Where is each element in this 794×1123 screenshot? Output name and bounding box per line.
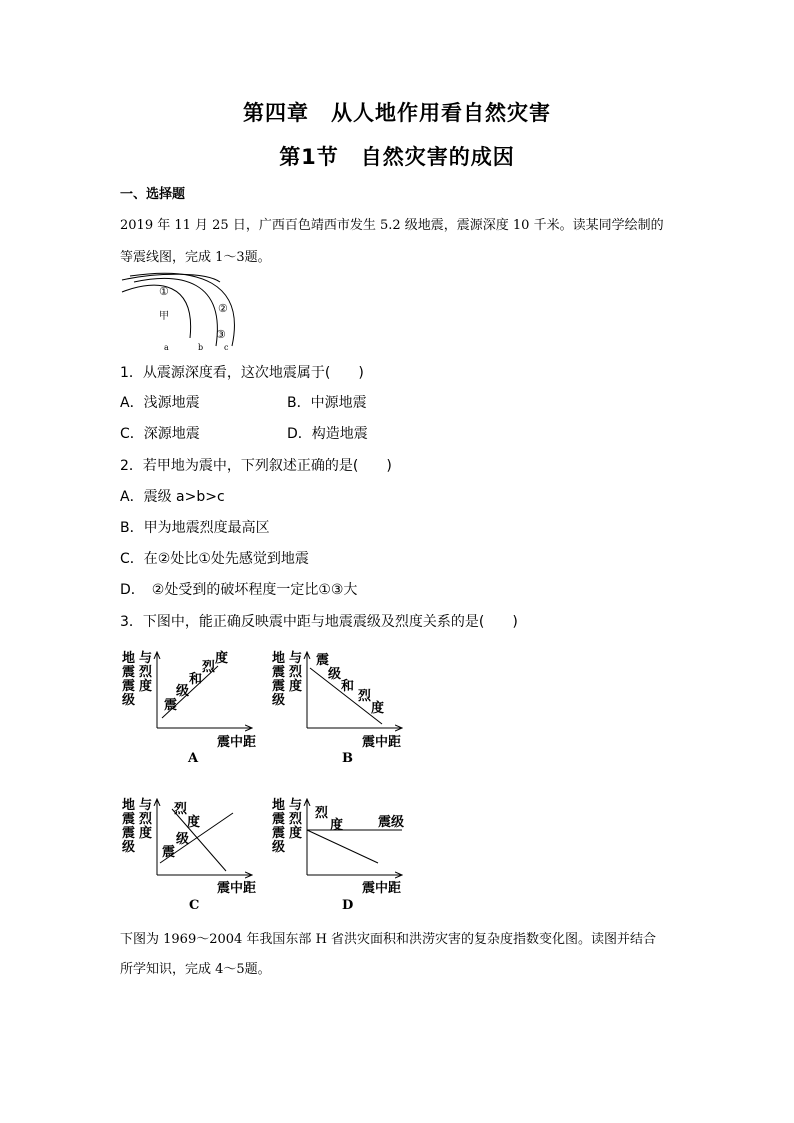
line-char-5: 度 — [215, 651, 229, 666]
section-title: 第1节 自然灾害的成因 — [279, 145, 515, 169]
question-2-stem: 2．若甲地为震中，下列叙述正确的是( ) — [120, 458, 392, 474]
magnitude-label: 震级 — [378, 815, 405, 830]
label-a: a — [164, 343, 169, 352]
line-char-3: 和 — [341, 679, 355, 694]
isoseismal-line-a — [122, 285, 191, 338]
label-circle3: ③ — [216, 328, 226, 341]
q2-option-b[interactable]: B．甲为地震烈度最高区 — [120, 520, 270, 536]
label-circle2: ② — [218, 302, 228, 315]
q1-option-c[interactable]: C．深源地震 — [120, 426, 200, 442]
xlabel: 震中距 — [217, 881, 257, 896]
ylabel-col1-char3: 震 — [122, 679, 136, 694]
graph-d-caption: D — [342, 898, 354, 913]
ylabel-col1-char4: 级 — [122, 693, 136, 708]
ylabel-col2-char2: 烈 — [289, 665, 303, 680]
line-char-3: 和 — [189, 672, 203, 687]
ylabel-col1-char2: 震 — [122, 665, 136, 680]
xlabel: 震中距 — [217, 735, 257, 750]
ylabel-col1-char1: 地 — [122, 798, 136, 813]
ylabel-col1-char4: 级 — [122, 840, 136, 855]
passage2-line1: 下图为 1969～2004 年我国东部 H 省洪灾面积和洪涝灾害的复杂度指数变化图。读图并结合 — [120, 932, 657, 947]
q2-option-a[interactable]: A．震级 a>b>c — [120, 489, 225, 505]
label-circle1: ① — [159, 285, 169, 298]
question-3-stem: 3．下图中，能正确反映震中距与地震震级及烈度关系的是( ) — [120, 614, 518, 630]
label-epicenter: 甲 — [159, 311, 169, 322]
graph-c — [120, 793, 260, 915]
ylabel-col2-char3: 度 — [139, 679, 153, 694]
ylabel-col1-char3: 震 — [122, 826, 136, 841]
ylabel-col2-char3: 度 — [289, 679, 303, 694]
intensity-char-2: 度 — [330, 818, 344, 833]
graph-c-caption: C — [189, 898, 200, 913]
ylabel-col1-char4: 级 — [272, 693, 286, 708]
intensity-char-1: 烈 — [315, 806, 329, 821]
ylabel-col2-char3: 度 — [139, 826, 153, 841]
magnitude-char-1: 级 — [176, 832, 190, 847]
ylabel-col1-char3: 震 — [272, 679, 286, 694]
ylabel-col1-char2: 震 — [272, 812, 286, 827]
line-char-1: 震 — [164, 698, 178, 713]
chapter-title: 第四章 从人地作用看自然灾害 — [243, 101, 551, 125]
line-char-2: 级 — [328, 667, 342, 682]
q1-option-b[interactable]: B．中源地震 — [287, 395, 367, 411]
q1-option-a[interactable]: A．浅源地震 — [120, 395, 200, 411]
ylabel-col1-char1: 地 — [272, 651, 286, 666]
graph-b — [270, 646, 410, 766]
ylabel-col1-char3: 震 — [272, 826, 286, 841]
ylabel-col2-char1: 与 — [139, 651, 153, 666]
xlabel: 震中距 — [362, 881, 402, 896]
question-1-stem: 1．从震源深度看，这次地震属于( ) — [120, 365, 364, 381]
line-char-4: 烈 — [358, 689, 372, 704]
graph-a — [120, 646, 260, 766]
passage1-line1: 2019 年 11 月 25 日，广西百色靖西市发生 5.2 级地震，震源深度 10 千米。读某同学绘制的 — [120, 218, 664, 233]
ylabel-col2-char3: 度 — [289, 826, 303, 841]
passage2-line2: 所学知识，完成 4～5题。 — [120, 962, 271, 977]
intensity-line — [307, 830, 378, 863]
graph-a-caption: A — [188, 751, 199, 766]
label-c: c — [224, 343, 229, 352]
label-b: b — [198, 343, 204, 352]
ylabel-col1-char4: 级 — [272, 840, 286, 855]
section-heading: 一、选择题 — [120, 187, 186, 202]
ylabel-col2-char1: 与 — [139, 798, 153, 813]
magnitude-char-2: 震 — [162, 845, 176, 860]
ylabel-col1-char1: 地 — [272, 798, 286, 813]
ylabel-col1-char2: 震 — [272, 665, 286, 680]
ylabel-col2-char2: 烈 — [139, 812, 153, 827]
graph-b-caption: B — [342, 751, 353, 766]
q1-option-d[interactable]: D．构造地震 — [287, 426, 368, 442]
ylabel-col1-char1: 地 — [122, 651, 136, 666]
ylabel-col2-char1: 与 — [289, 651, 303, 666]
xlabel: 震中距 — [362, 735, 402, 750]
q2-option-d[interactable]: D． ②处受到的破坏程度一定比①③大 — [120, 582, 358, 598]
q2-option-c[interactable]: C．在②处比①处先感觉到地震 — [120, 551, 309, 567]
intensity-char-2: 度 — [187, 815, 201, 830]
graph-d — [270, 793, 410, 915]
passage1-line2: 等震线图，完成 1～3题。 — [120, 250, 271, 265]
intensity-char-1: 烈 — [174, 802, 188, 817]
line-char-1: 震 — [316, 653, 330, 668]
isoseismal-map — [118, 268, 248, 356]
line-char-2: 级 — [176, 684, 190, 699]
isoseismal-line-b — [134, 278, 217, 346]
line-char-5: 度 — [371, 701, 385, 716]
ylabel-col2-char1: 与 — [289, 798, 303, 813]
ylabel-col2-char2: 烈 — [289, 812, 303, 827]
ylabel-col1-char2: 震 — [122, 812, 136, 827]
line-char-4: 烈 — [202, 660, 216, 675]
ylabel-col2-char2: 烈 — [139, 665, 153, 680]
